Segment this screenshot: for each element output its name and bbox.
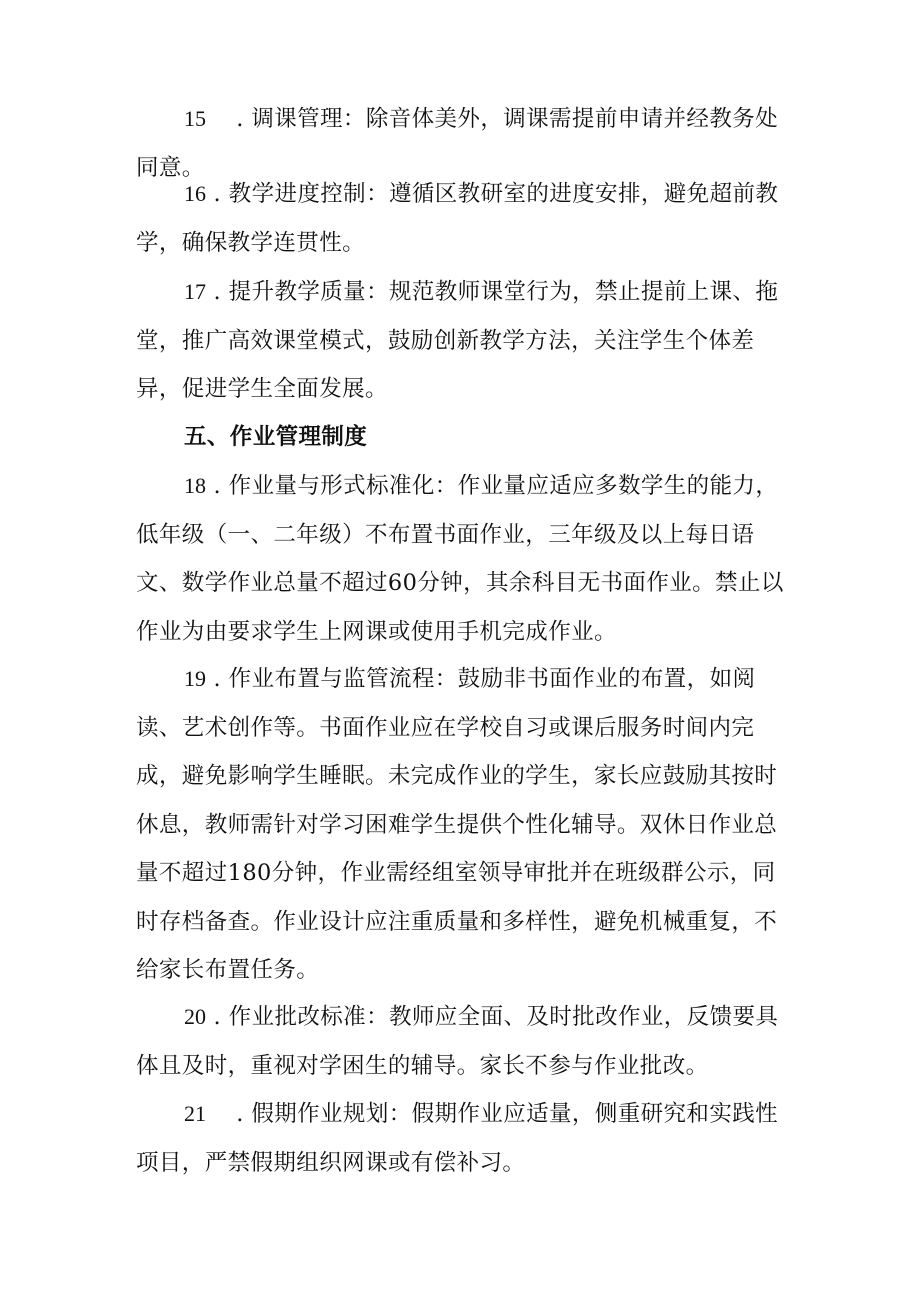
item-separator: . — [206, 1101, 252, 1127]
item-number: 17 — [184, 279, 206, 304]
section-heading: 五、作业管理制度 — [184, 424, 368, 450]
item-text: 调课管理：除音体美外，调课需提前申请并经教务处同意。 — [136, 106, 779, 181]
item-separator: . — [206, 1004, 229, 1030]
item-text: 作业布置与监管流程：鼓励非书面作业的布置，如阅读、艺术创作等。书面作业应在学校自习或课后服务时间内完成，避免影响学生睡眠。未完成作业的学生，家长应鼓励其按时休息，教师需针对学习困难学生提供个性化辅导。双休日作业总量不超过180分钟，作业需经组室领导审批并在班级群公示，同时存档备查。作业设计应注重质量和多样性，避免机械重复，不给家长布置任务。 — [136, 666, 778, 983]
item-separator: . — [206, 666, 229, 692]
item-number: 18 — [184, 473, 206, 498]
paragraph-item-20 — [136, 993, 796, 1090]
item-separator: . — [206, 181, 229, 207]
item-number: 16 — [184, 181, 206, 206]
paragraph-item-19 — [136, 655, 796, 995]
paragraph-item-17 — [136, 268, 796, 414]
paragraph-item-16 — [136, 170, 796, 267]
item-separator: . — [206, 106, 252, 132]
item-number: 19 — [184, 666, 206, 691]
item-number: 15 — [184, 106, 206, 131]
item-text: 作业批改标准：教师应全面、及时批改作业，反馈要具体且及时，重视对学困生的辅导。家长不参与作业批改。 — [136, 1004, 779, 1079]
item-separator: . — [206, 473, 229, 499]
item-number: 21 — [184, 1101, 206, 1126]
item-number: 20 — [184, 1004, 206, 1029]
paragraph-item-18 — [136, 462, 796, 656]
item-text: 提升教学质量：规范教师课堂行为，禁止提前上课、拖堂，推广高效课堂模式，鼓励创新教学方法，关注学生个体差异，促进学生全面发展。 — [136, 279, 779, 402]
item-separator: . — [206, 279, 229, 305]
paragraph-item-21 — [136, 1090, 796, 1187]
item-text: 假期作业规划：假期作业应适量，侧重研究和实践性项目，严禁假期组织网课或有偿补习。 — [136, 1101, 779, 1176]
item-text: 教学进度控制：遵循区教研室的进度安排，避免超前教学，确保教学连贯性。 — [136, 181, 779, 256]
item-text: 作业量与形式标准化：作业量应适应多数学生的能力，低年级（一、二年级）不布置书面作业，三年级及以上每日语文、数学作业总量不超过60分钟，其余科目无书面作业。禁止以作业为由要求学生上网课或使用手机完成作业。 — [136, 473, 784, 645]
